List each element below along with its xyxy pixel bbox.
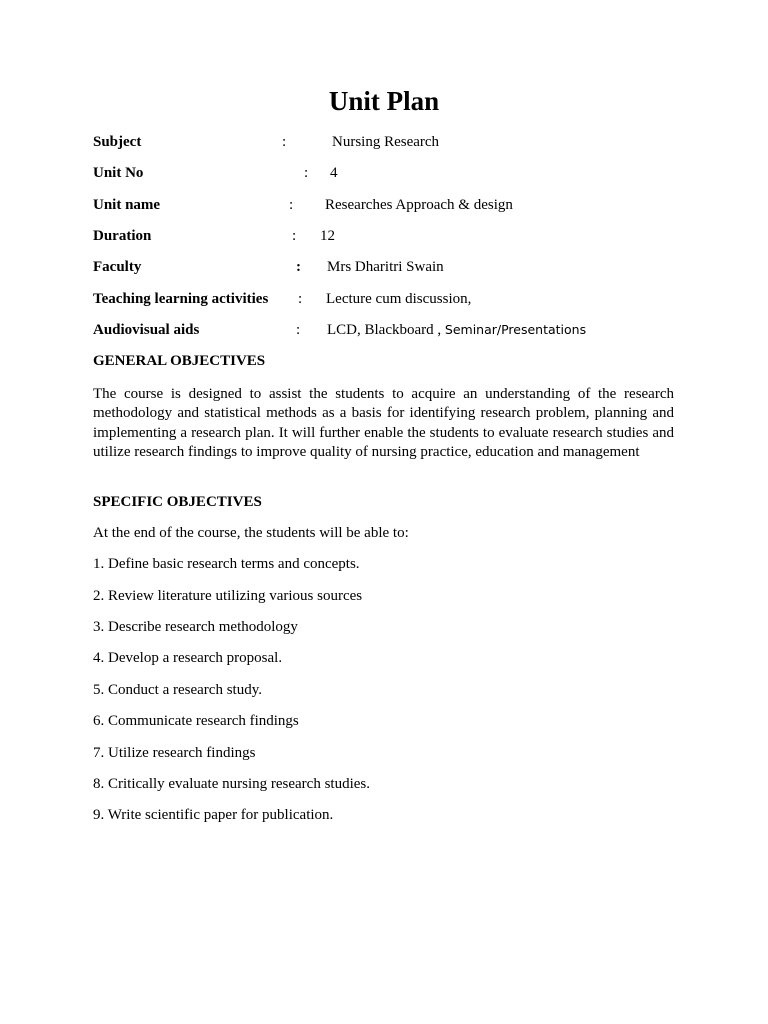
field-label: Audiovisual aids xyxy=(93,322,200,338)
objective-item: 6. Communicate research findings xyxy=(93,713,299,729)
objective-item: 9. Write scientific paper for publication. xyxy=(93,807,334,823)
field-label: Subject xyxy=(93,134,142,150)
objective-item: 2. Review literature utilizing various sources xyxy=(93,588,363,604)
page-title: Unit Plan xyxy=(328,86,440,116)
field-value: Mrs Dharitri Swain xyxy=(327,259,444,275)
field-value-main: LCD, Blackboard , xyxy=(327,322,442,338)
field-value: 4 xyxy=(330,165,338,181)
field-colon: : xyxy=(292,228,297,244)
field-value: Researches Approach & design xyxy=(325,197,513,213)
objective-item: 8. Critically evaluate nursing research studies. xyxy=(93,776,370,792)
field-label: Unit name xyxy=(93,197,161,213)
field-colon: : xyxy=(296,259,301,275)
field-label: Faculty xyxy=(93,259,142,275)
specific-objectives-intro: At the end of the course, the students will be able to: xyxy=(93,525,409,541)
field-colon: : xyxy=(289,197,294,213)
general-objectives-heading: GENERAL OBJECTIVES xyxy=(93,353,266,369)
field-value: Lecture cum discussion, xyxy=(326,291,472,307)
field-value: 12 xyxy=(320,228,335,244)
field-colon: : xyxy=(296,322,301,338)
field-colon: : xyxy=(298,291,303,307)
objective-item: 3. Describe research methodology xyxy=(93,619,298,635)
field-colon: : xyxy=(304,165,309,181)
objective-item: 1. Define basic research terms and concepts. xyxy=(93,556,360,572)
specific-objectives-heading: SPECIFIC OBJECTIVES xyxy=(93,494,262,510)
field-colon: : xyxy=(282,134,287,150)
objective-item: 7. Utilize research findings xyxy=(93,745,256,761)
field-value xyxy=(327,322,586,339)
objective-item: 5. Conduct a research study. xyxy=(93,682,262,698)
general-objectives-text: The course is designed to assist the students to acquire an understanding of the research methodology and statistical methods as a basis for identifying research problem, planning and implementing a research plan. It will further enable the students to evaluate research studies and utilize research findings to improve quality of nursing practice, education and management xyxy=(93,386,674,461)
objective-item: 4. Develop a research proposal. xyxy=(93,650,283,666)
field-value: Nursing Research xyxy=(332,134,440,150)
field-label: Duration xyxy=(93,228,152,244)
field-label: Teaching learning activities xyxy=(93,291,269,307)
field-value-extra: Seminar/Presentations xyxy=(444,322,587,337)
field-label: Unit No xyxy=(93,165,144,181)
